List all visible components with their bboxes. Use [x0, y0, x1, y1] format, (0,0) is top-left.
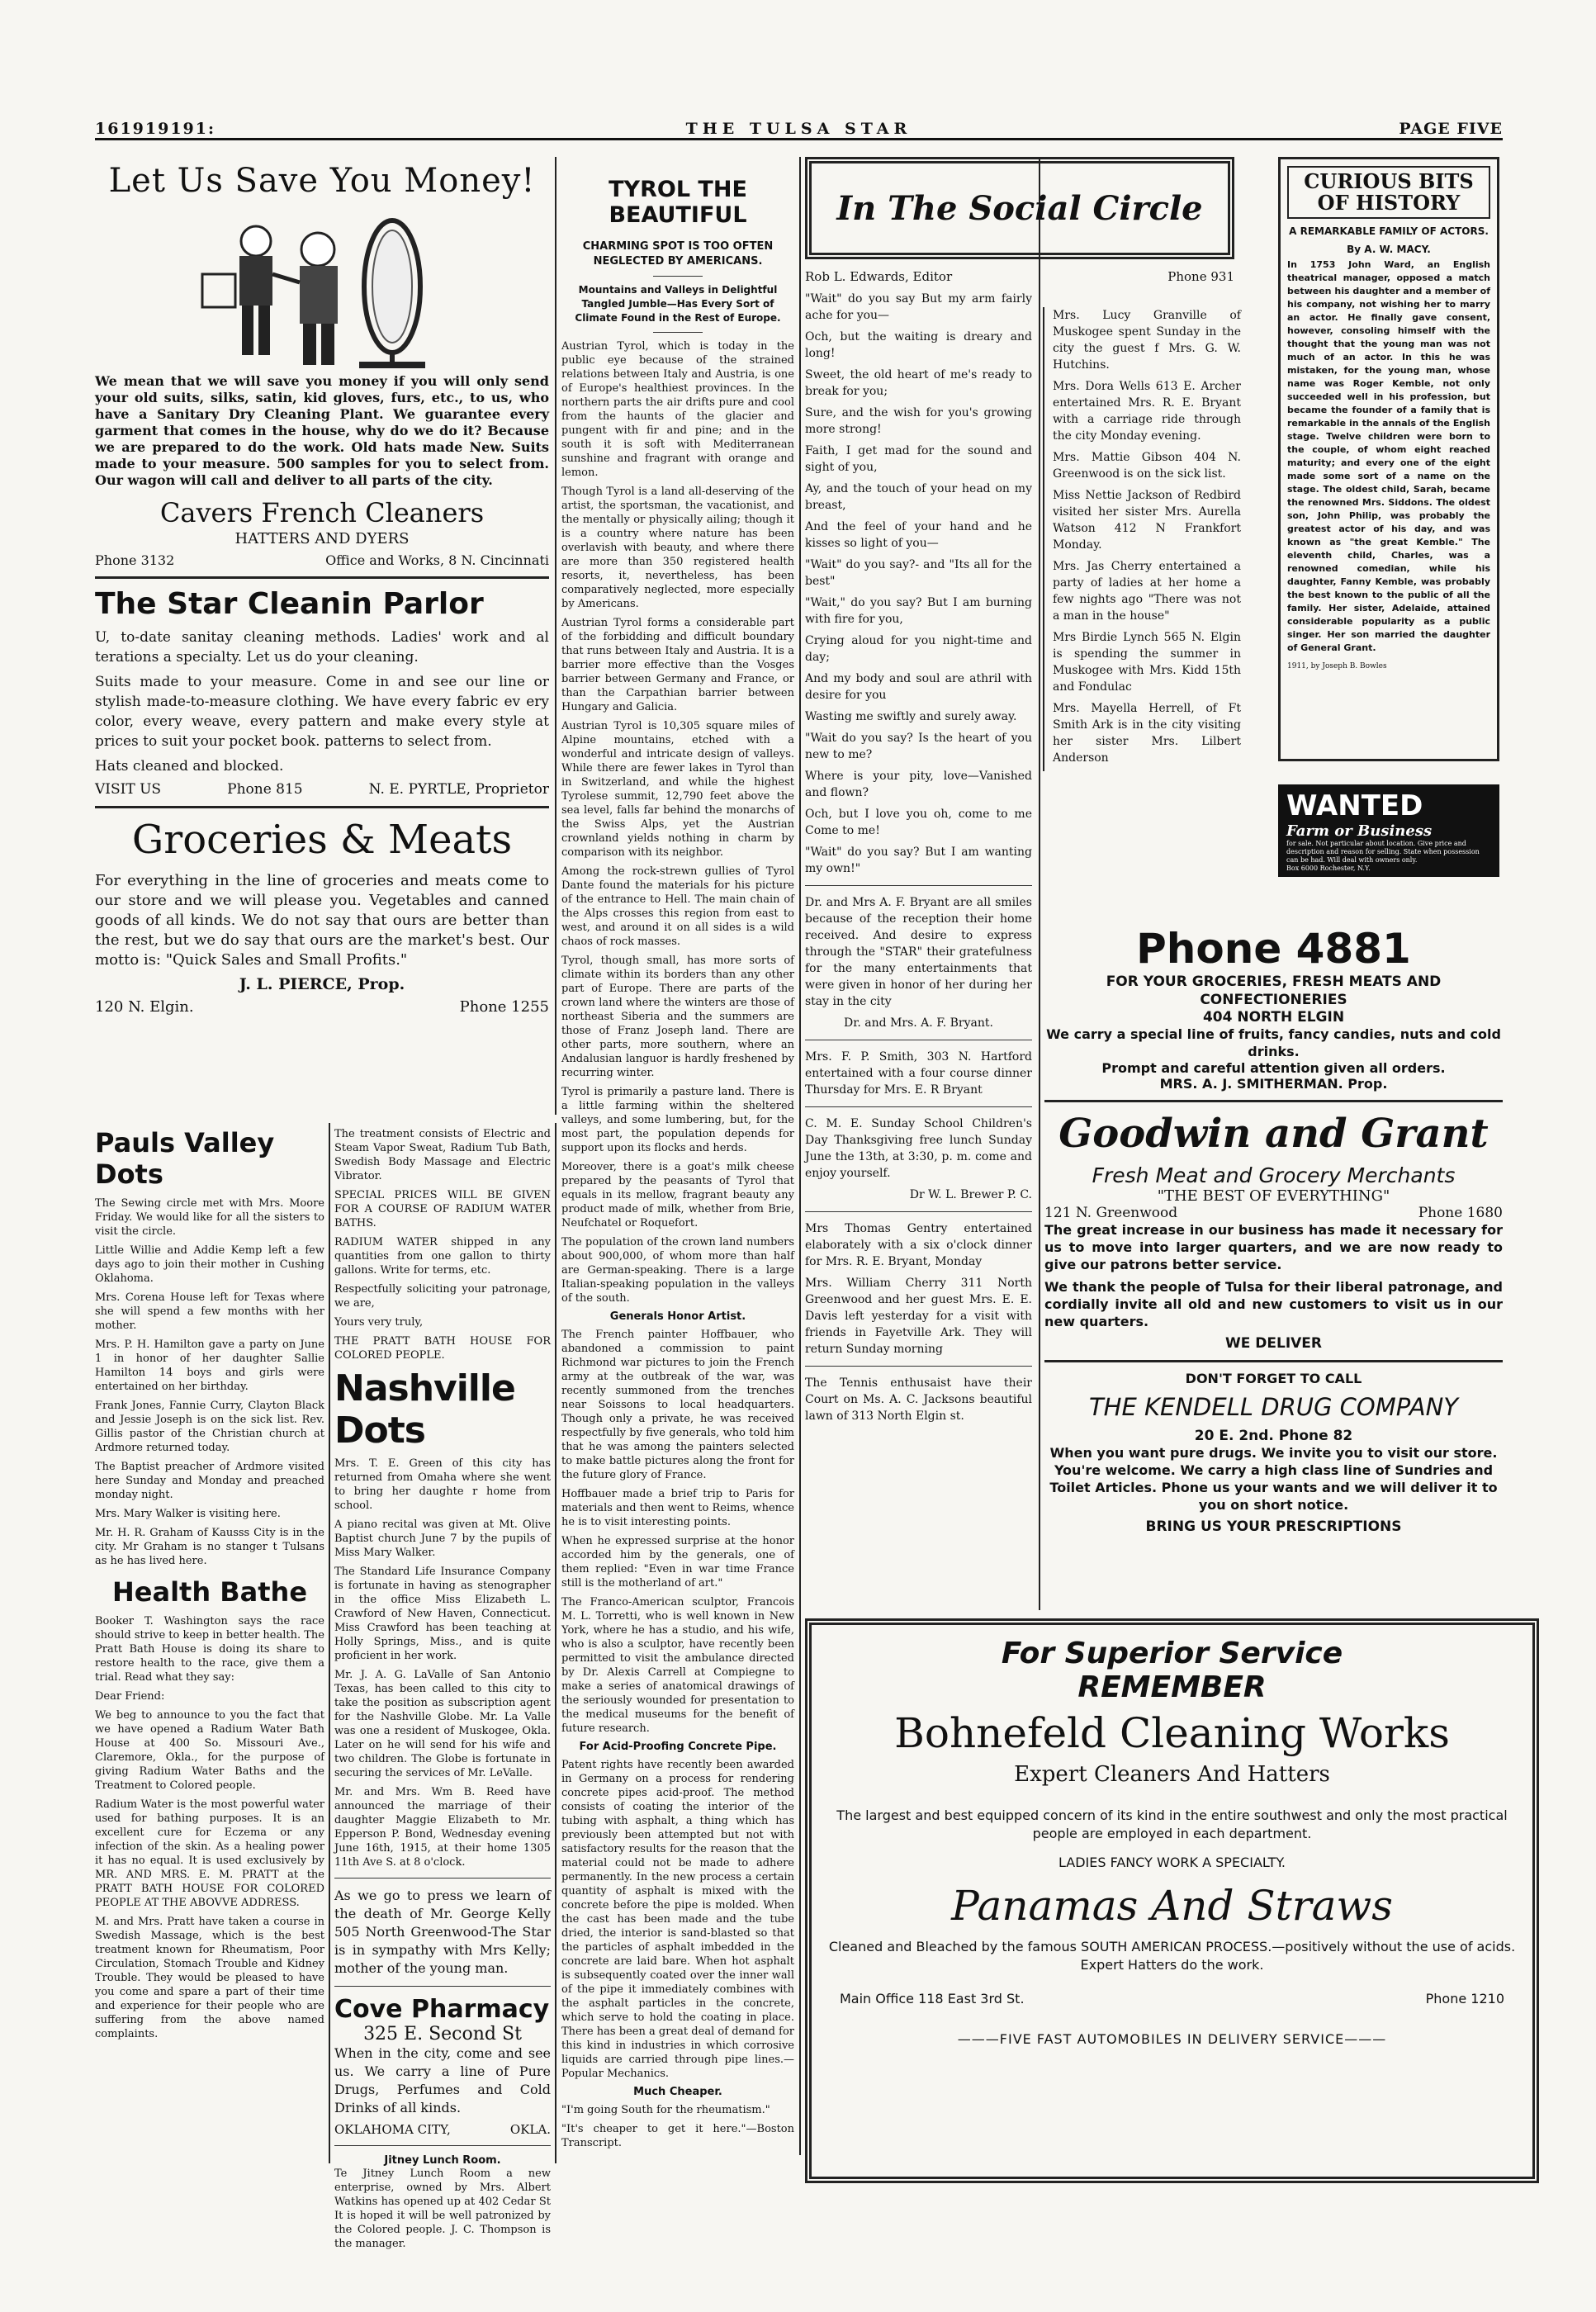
curious-body: In 1753 John Ward, an English theatrical manager, opposed a match between his daughter and a member of his company, not wishing her to marry an actor. He finally gave consent, however, consoling himself with the thought that the young man was not much of an actor. In this he was mistaken, for the young man, whose name was Roger Kemble, not only succeeded well in his profession, but became the founder of a family that is remarkable in the annals of the English stage. Twelve children were born to the couple, of whom eight reached maturity; and every one of the eight made some sort of a name on the stage. The oldest child, Sarah, became the renowned Mrs. Siddons. The oldest son, John Philip, was probably the greatest actor of his day, and was known as "the great Kemble." The eleventh child, Charles, was a renowned comedian, while his daughter, Fanny Kemble, was probably the best known to the public of all the family. Her sister, Adelaide, attained considerable popularity as a public singer. Her son married the daughter of General Grant.	[1287, 259, 1490, 653]
pratt-bath-paragraph: Yours very truly,	[334, 1316, 424, 1329]
pratt-bath-paragraph: The treatment consists of Electric and Steam Vapor Sweat, Radium Tub Bath, Swedish Body Massage and Electric Vibrator.	[334, 1128, 551, 1182]
wanted-addr: Box 6000 Rochester, N.Y.	[1286, 865, 1371, 872]
tyrol-paragraph: Austrian Tyrol, which is today in the public eye because of the strained relations between Italy and Austria, is one of Europe's healthiest provinces. In the northern parts the air drifts pure and cool from the haunts of the glacier and pungent with fir and pine; and in the south it is soft with Mediterranean sunshine and fragrant with orange and lemon.	[561, 340, 794, 479]
pauls-valley-item: Little Willie and Addie Kemp left a few days ago to join their mother in Cushing Oklahoma.	[95, 1244, 324, 1285]
kendell-headline: THE KENDELL DRUG COMPANY	[1088, 1393, 1459, 1421]
social-title: In The Social Circle	[836, 188, 1203, 228]
tyrol-paragraph: Tyrol, though small, has more sorts of climate within its borders than any other part of Europe. There are parts of the crown land where the winters are those of northeast Siberia and the summers are those of Franz Joseph land. There are other parts, more southern, where an Andalusian languor is hardly freshened by recurring winter.	[561, 955, 794, 1079]
pratt-bath-paragraph: SPECIAL PRICES WILL BE GIVEN FOR A COURSE OF RADIUM WATER BATHS.	[334, 1189, 551, 1229]
social-left	[805, 291, 1032, 1429]
pratt-bath-paragraph: THE PRATT BATH HOUSE FOR COLORED PEOPLE.	[334, 1335, 551, 1362]
masthead-left: 161919191:	[95, 120, 215, 138]
groceries-headline: Groceries & Meats	[131, 817, 513, 863]
bryant-sig: Dr. and Mrs. A. F. Bryant.	[844, 1016, 993, 1030]
honor-paragraph: The Franco-American sculptor, Francois M. L. Torretti, who is well known in New York, where he has a studio, and his wife, who is also a sculptor, have recently been permitted to visit the ambulance directed by Dr. Alexis Carrell at Compiegne to make a series of anatomical drawings of the seriously wounded for presentation to the medical museums for the benefit of future research.	[561, 1596, 794, 1735]
nashville-item: Mr. and Mrs. Wm B. Reed have announced the marriage of their daughter Maggie Elizabeth to Mr. Epperson P. Bond, Wednesday evening June 16th, 1915, at their home 1305 11th Ave S. at 8 o'clock.	[334, 1786, 551, 1869]
acid-headline: For Acid-Proofing Concrete Pipe.	[579, 1741, 777, 1753]
nashville-item: A piano recital was given at Mt. Olive Baptist church June 7 by the pupils of Miss Mary Walker.	[334, 1518, 551, 1559]
tyrol-paragraph: Austrian Tyrol is 10,305 square miles of Alpine mountains, etched with a wonderful and intricate design of valleys. While there are fewer lakes in Tyrol than in Switzerland, and while the highest Tyrolese summit, 12,790 feet above the sea level, falls far behind the monarchs of the Swiss Alps, yet the Austrian crownland yields nothing in charm by comparison with its neighbor.	[561, 720, 794, 859]
poem-line: Sure, and the wish for you's growing more strong!	[805, 406, 1032, 436]
star-body2: Suits made to your measure. Come in and see our line or stylish made-to-measure clothing. We have every fabric ev ery color, every weave, every pattern and make every style at prices to suit your pocket book. patterns to select from.	[95, 674, 549, 750]
poem-line: Crying aloud for you night-time and day;	[805, 634, 1032, 664]
honor-paragraph: Hoffbauer made a brief trip to Paris for materials and then went to Reims, whence he is to visit interesting points.	[561, 1488, 794, 1528]
bohnefeld-l2: REMEMBER	[1077, 1670, 1267, 1704]
bohnefeld-l1: For Superior Service	[1001, 1637, 1343, 1670]
goodwin-p2: We thank the people of Tulsa for their liberal patronage, and cordially invite all old and new customers to visit us in our new quarters.	[1044, 1279, 1503, 1329]
masthead-title: THE TULSA STAR	[685, 120, 912, 138]
curious-byline: By A. W. MACY.	[1347, 244, 1431, 255]
kendell-addr: 20 E. 2nd. Phone 82	[1194, 1428, 1353, 1444]
social-item: Mrs. Mattie Gibson 404 N. Greenwood is on the sick list.	[1053, 451, 1241, 481]
bohnefeld-footer-text: FIVE FAST AUTOMOBILES IN DELIVERY SERVICE	[999, 2031, 1345, 2047]
cheaper-line1: "I'm going South for the rheumatism."	[561, 2104, 770, 2116]
pauls-valley-item: Frank Jones, Fannie Curry, Clayton Black and Jessie Joseph is on the sick list. Rev. Gillis pastor of the Christian church at Ardmore returned today.	[95, 1400, 324, 1454]
health-bathe-paragraph: We beg to announce to you the fact that we have opened a Radium Water Bath House at 400 So. Missouri Ave., Claremore, Okla., for the purpose of giving Radium Water Baths and the Treatment to Colored people.	[95, 1709, 324, 1792]
wanted-sub: Farm or Business	[1286, 822, 1433, 840]
phone4881-headline: Phone 4881	[1136, 925, 1411, 973]
cavers-phone: Phone 3132	[95, 552, 175, 568]
social-editor: Rob L. Edwards, Editor	[805, 269, 953, 284]
poem-line: "Wait" do you say? But I am wanting my own!"	[805, 846, 1032, 875]
cavers-office: Office and Works, 8 N. Cincinnati	[325, 552, 549, 568]
gentry-note: Mrs Thomas Gentry entertained elaborately with a six o'clock dinner for Mrs. R. E. Bryant, Monday	[805, 1222, 1032, 1268]
poem-line: "Wait do you say? Is the heart of you new to me?	[805, 732, 1032, 761]
cme-sig: Dr W. L. Brewer P. C.	[909, 1188, 1032, 1201]
star-body1: U, to-date sanitay cleaning methods. Ladies' work and al terations a specialty. Let us do your cleaning.	[95, 629, 549, 666]
groceries-prop: J. L. PIERCE, Prop.	[239, 975, 405, 993]
cove-city: OKLAHOMA CITY,	[334, 2122, 451, 2137]
star-prop: N. E. PYRTLE, Proprietor	[368, 781, 549, 798]
goodwin-p1: The great increase in our business has made it necessary for us to move into larger quarters, and we are now ready to give our patrons better service.	[1044, 1222, 1503, 1272]
honor-headline: Generals Honor Artist.	[609, 1310, 746, 1323]
goodwin-headline: Goodwin and Grant	[1058, 1111, 1489, 1157]
column-rule	[799, 157, 801, 2155]
wanted-ad	[1278, 784, 1499, 872]
groceries-body: For everything in the line of groceries and meats come to our store and we will please you. Vegetables and canned goods of all kinds. We do not say that ours are better than the rest, but we do say that ours are the market's best. Our motto is: "Quick Sales and Small Profits."	[95, 872, 549, 969]
cove-body: When in the city, come and see us. We carry a line of Pure Drugs, Perfumes and Cold Drinks of all kinds.	[334, 2045, 551, 2115]
health-bathe-paragraph: Radium Water is the most powerful water used for bathing purposes. It is an excellent cure for Eczema or any infection of the skin. As a healing power it has no equal. It is used exclusively by MR. AND MRS. E. M. PRATT at the PRATT BATH HOUSE FOR COLORED PEOPLE AT THE ABOVVE ADDRESS.	[95, 1798, 324, 1909]
honor-paragraph: The French painter Hoffbauer, who abandoned a commission to paint Richmond war pictures to join the French army at the outbreak of the war, was recently summoned from the trenches near Soissons to local headquarters. Though only a private, he was received respectfully by five generals, who told him that he was among the painters selected to make battle pictures along the front for the future glory of France.	[561, 1329, 794, 1481]
phone4881-l4: Prompt and careful attention given all orders.	[1101, 1060, 1446, 1076]
goodwin-addr: 121 N. Greenwood	[1044, 1205, 1178, 1221]
pauls-valley-item: The Baptist preacher of Ardmore visited here Sunday and Monday and preached monday night.	[95, 1461, 324, 1501]
cavers-illustration	[95, 208, 549, 373]
poem-line: Och, but I love you oh, come to me Come to me!	[805, 808, 1032, 837]
social-item: Mrs. Dora Wells 613 E. Archer entertained Mrs. R. E. Bryant with a carriage ride through the city Monday evening.	[1053, 380, 1241, 443]
bohnefeld-body: The largest and best equipped concern of its kind in the entire southwest and only the most practical people are employed in each department.	[836, 1807, 1508, 1841]
groceries-ad	[95, 817, 549, 1016]
right-ads-column	[1044, 925, 1503, 1618]
star-phone: Phone 815	[227, 781, 303, 798]
honor-paragraph: When he expressed surprise at the honor accorded him by the generals, one of them replied: "Even in war time France still is the motherland of art."	[561, 1535, 794, 1590]
pauls-valley-item: The Sewing circle met with Mrs. Moore Friday. We would like for all the sisters to visit the circle.	[95, 1197, 324, 1238]
masthead	[95, 120, 1503, 140]
pauls-valley-item: Mr. H. R. Graham of Kausss City is in the city. Mr Graham is no stanger t Tulsans as he has lived here.	[95, 1527, 324, 1567]
pauls-valley-headline: Pauls Valley Dots	[95, 1127, 275, 1190]
nashville-item: The Standard Life Insurance Company is fortunate in having as stenographer in the office Miss Elizabeth L. Crawford of New Haven, Connecticut. Miss Crawford has been teaching at Holly Springs, Miss., and is quite proficient in her work.	[334, 1566, 551, 1662]
jitney-headline: Jitney Lunch Room.	[384, 2154, 501, 2167]
nashville-headline: Nashville Dots	[334, 1367, 515, 1452]
poem-line: "Wait," do you say? But I am burning with fire for you,	[805, 596, 1032, 626]
phone4881-ad	[1044, 925, 1503, 1092]
kendell-tag: BRING US YOUR PRESCRIPTIONS	[1145, 1518, 1402, 1535]
bohnefeld-footer: ———FIVE FAST AUTOMOBILES IN DELIVERY SERVICE———	[957, 2031, 1387, 2047]
page-number: PAGE FIVE	[1399, 120, 1503, 138]
star-visit: VISIT US	[95, 781, 162, 798]
cavers-headline: Let Us Save You Money!	[108, 162, 536, 200]
social-item: Mrs. Mayella Herrell, of Ft Smith Ark is in the city visiting her sister Mrs. Lilbert Anderson	[1053, 702, 1241, 765]
tyrol-paragraph: Austrian Tyrol forms a considerable part of the forbidding and difficult boundary that runs between Italy and Austria. It is a barrier more effective than the Vosges barrier between Germany and France, or than the Carpathian barrier between Hungary and Galicia.	[561, 617, 794, 713]
pauls-valley-item: Mrs. Mary Walker is visiting here.	[95, 1508, 281, 1520]
column-rule	[555, 157, 556, 1115]
tyrol-headline: TYROL THE BEAUTIFUL	[609, 177, 747, 228]
wanted-headline: WANTED	[1286, 789, 1423, 822]
tyrol-deck2: Mountains and Valleys in Delightful Tangled Jumble—Has Every Sort of Climate Found in the Rest of Europe.	[575, 284, 781, 324]
bryant-note: Dr. and Mrs A. F. Bryant are all smiles because of the reception their home received. And desire to express through the "STAR" their gratefulness for the many entertainments that were given in honor of her during her stay in the city	[805, 896, 1032, 1008]
health-bathe-paragraph: Dear Friend:	[95, 1690, 165, 1703]
bohnefeld-name: Bohnefeld Cleaning Works	[894, 1709, 1450, 1757]
poem-line: Ay, and the touch of your head on my breast,	[805, 482, 1032, 512]
bohnefeld-panamas: Panamas And Straws	[951, 1882, 1393, 1930]
goodwin-ad	[1044, 1111, 1503, 1352]
goodwin-deliver: WE DELIVER	[1224, 1335, 1323, 1352]
health-bathe-headline: Health Bathe	[111, 1576, 308, 1608]
cavers-sub: HATTERS AND DYERS	[234, 530, 410, 547]
mirror-illustration	[95, 208, 549, 373]
bohnefeld-ad	[805, 1618, 1539, 2183]
star-headline: The Star Cleanin Parlor	[95, 587, 484, 621]
bohnefeld-sub: Expert Cleaners And Hatters	[1014, 1762, 1330, 1787]
groceries-phone: Phone 1255	[459, 998, 549, 1016]
poem-line: And the feel of your hand and he kisses so light of you—	[805, 520, 1032, 550]
nashville-item: Mr. J. A. G. LaValle of San Antonio Texas, has been called to this city to take the position as subscription agent for the Nashville Globe. Mr. La Valle was one a resident of Muskogee, Okla. Later on he will send for his wife and two children. The Globe is fortunate in securing the services of Mr. LeValle.	[334, 1669, 551, 1779]
tyrol-paragraph: The population of the crown land numbers about 900,000, of whom more than half are German-speaking. There is a large Italian-speaking population in the valleys of the south.	[561, 1236, 794, 1305]
star-body3: Hats cleaned and blocked.	[95, 758, 284, 775]
column-rule	[329, 1123, 330, 2163]
poem-line: Faith, I get mad for the sound and sight of you,	[805, 444, 1032, 474]
kelly-notice: As we go to press we learn of the death of Mr. George Kelly 505 North Greenwood-The Star is in sympathy with Mrs Kelly; mother of the young man.	[334, 1888, 551, 1976]
pratt-bath-paragraph: Respectfully soliciting your patronage, we are,	[334, 1283, 551, 1310]
curious-footer: 1911, by Joseph B. Bowles	[1287, 662, 1387, 670]
cove-state: OKLA.	[509, 2122, 551, 2137]
poem-line: Och, but the waiting is dreary and long!	[805, 330, 1032, 360]
goodwin-sub: Fresh Meat and Grocery Merchants	[1092, 1163, 1456, 1187]
pauls-valley-item: Mrs. Corena House left for Texas where she will spend a few months with her mother.	[95, 1291, 324, 1332]
social-item: Mrs Birdie Lynch 565 N. Elgin is spending the summer in Muskogee with Mrs. Kidd 15th and Fondulac	[1053, 631, 1241, 694]
tyrol-paragraph: Tyrol is primarily a pasture land. There is a little farming within the sheltered valleys, and some lumbering, but, for the most part, the population depends for support upon its flocks and herds.	[561, 1086, 794, 1154]
cavers-ad	[95, 162, 549, 568]
cavers-name: Cavers French Cleaners	[159, 497, 485, 528]
social-item: Mrs. Jas Cherry entertained a party of ladies at her home a few nights ago "There was not a man in the house"	[1053, 560, 1241, 623]
bohnefeld-clean: Cleaned and Bleached by the famous SOUTH AMERICAN PROCESS.—positively without the use of acids. Expert Hatters do the work.	[828, 1939, 1516, 1973]
bohnefeld-phone: Phone 1210	[1425, 1991, 1504, 2006]
poem-line: "Wait" do you say But my arm fairly ache for you—	[805, 292, 1032, 322]
curious-box	[1278, 157, 1499, 761]
pauls-valley-column	[95, 1127, 324, 2159]
health-bathe-paragraph: Booker T. Washington says the race should strive to keep in better health. The Pratt Bath House is doing its share to restore health to the race, give them a trial. Read what they say:	[95, 1615, 324, 1684]
social-item: Mrs. Lucy Granville of Muskogee spent Sunday in the city the guest f Mrs. G. W. Hutchins.	[1053, 309, 1241, 372]
phone4881-l3: We carry a special line of fruits, fancy candies, nuts and cold drinks.	[1046, 1026, 1501, 1059]
goodwin-phone: Phone 1680	[1418, 1205, 1503, 1221]
smith-note: Mrs. F. P. Smith, 303 N. Hartford entertained with a four course dinner Thursday for Mrs. E. R Bryant	[805, 1050, 1032, 1097]
poem-line: Where is your pity, love—Vanished and flown?	[805, 770, 1032, 799]
nashville-item: Mrs. T. E. Green of this city has returned from Omaha where she went to bring her daughte r home from school.	[334, 1457, 551, 1512]
cavers-body: We mean that we will save you money if you will only send your old suits, silks, satin, kid gloves, furs, etc., to us, who have a Sanitary Dry Cleaning Plant. We guarantee every garment that comes in the house, why do we do it? Because we are prepared to do the work. Old hats made New. Suits made to your measure. 500 samples for you to select from. Our wagon will call and deliver to all parts of the city.	[95, 373, 549, 488]
cme-note: C. M. E. Sunday School Children's Day Thanksgiving free lunch Sunday June the 13th, at 3:30, p. m. come and enjoy yourself.	[805, 1117, 1032, 1180]
poem-line: And my body and soul are athril with desire for you	[805, 672, 1032, 702]
social-item: Miss Nettie Jackson of Redbird visited her sister Mrs. Aurella Watson 412 N Frankfort Monday.	[1053, 489, 1241, 552]
nashville-column	[334, 1127, 551, 2250]
tyrol-paragraph: Though Tyrol is a land all-deserving of the artist, the sportsman, the vacationist, and the mentally or physically ailing; though it is a country where nature has been overlavish with beauty, and where there are more than 350 registered health resorts, it, nevertheless, has been comparatively neglected, more especially by Americans.	[561, 486, 794, 610]
poem-line: Sweet, the old heart of me's ready to break for you;	[805, 368, 1032, 398]
phone4881-l1: FOR YOUR GROCERIES, FRESH MEATS AND CONFECTIONERIES	[1106, 974, 1442, 1008]
cherry-note: Mrs. William Cherry 311 North Greenwood and her guest Mrs. E. E. Davis left yesterday for a visit with friends in Fayetville Ark. They will return Sunday morning	[805, 1277, 1032, 1356]
cheaper-headline: Much Cheaper.	[633, 2086, 722, 2098]
bohnefeld-office: Main Office 118 East 3rd St.	[840, 1991, 1025, 2006]
goodwin-motto: "THE BEST OF EVERYTHING"	[1157, 1187, 1390, 1205]
jitney-body: Te Jitney Lunch Room a new enterprise, owned by Mrs. Albert Watkins has opened up at 402 Cedar St It is hoped it will be well patronized by the Colored people. J. C. Thompson is the manager.	[334, 2168, 551, 2250]
kendell-ad	[1044, 1371, 1503, 1535]
pauls-valley-item: Mrs. P. H. Hamilton gave a party on June 1 in honor of her daughter Sallie Hamilton 14 boys and girls were entertained on her birthday.	[95, 1338, 324, 1393]
kendell-pre: DON'T FORGET TO CALL	[1185, 1371, 1362, 1386]
poem-line: Wasting me swiftly and surely away.	[805, 710, 1017, 723]
kendell-body: When you want pure drugs. We invite you to visit our store. You're welcome. We carry a high class line of Sundries and Toilet Articles. Phone us your wants and we will deliver it to you on short notice.	[1049, 1445, 1498, 1513]
wanted-small: for sale. Not particular about location. Give price and description and reason for selling. State when possession can be had. Will deal with owners only.	[1286, 840, 1480, 864]
tyrol-paragraph: Among the rock-strewn gullies of Tyrol Dante found the materials for his picture of the entrance to Hell. The main chain of the Alps crosses this region from east to west, and around it on all sides is a wild chaos of rock masses.	[561, 865, 794, 948]
tyrol-column	[561, 157, 794, 2155]
left-ads-column	[95, 157, 549, 1123]
cove-headline: Cove Pharmacy	[334, 1995, 550, 2024]
tennis-note: The Tennis enthusaist have their Court on Ms. A. C. Jacksons beautiful lawn of 313 North Elgin st.	[805, 1376, 1032, 1423]
groceries-addr: 120 N. Elgin.	[95, 998, 194, 1016]
health-bathe-paragraph: M. and Mrs. Pratt have taken a course in Swedish Massage, which is the best treatment known for Rheumatism, Poor Circulation, Stomach Trouble and Kidney Trouble. They would be pleased to have you come and spare a part of their time and experience for their people who are suffering from the above named complaints.	[95, 1916, 324, 2040]
cheaper-line2: "It's cheaper to get it here."—Boston Transcript.	[561, 2123, 794, 2149]
acid-body: Patent rights have recently been awarded in Germany on a process for rendering concrete pipes acid-proof. The method consists of coating the interior of the tubing with asphalt, a thing which has previously been attempted but not with satisfactory results for the reason that the material could not be made to adhere permanently. In the new process a certain quantity of asphalt is mixed with the concrete before the pipe is molded. When the cast has been made and the tube dried, the interior is sand-blasted so that the particles of asphalt imbedded in the concrete are laid bare. When hot asphalt is subsequently coated over the inner wall of the pipe it immediately combines with the asphalt particles in the concrete, which serve to hold the coating in place. There has been a great deal of demand for this kind in industries in which corrosive liquids are carried through pipe lines.—Popular Mechanics.	[561, 1759, 794, 2080]
cove-addr: 325 E. Second St	[363, 2024, 522, 2044]
social-right	[1043, 307, 1241, 771]
social-phone: Phone 931	[1167, 269, 1234, 284]
column-rule	[555, 1123, 556, 2163]
bohnefeld-ladies: LADIES FANCY WORK A SPECIALTY.	[1058, 1855, 1286, 1870]
curious-deck: A REMARKABLE FAMILY OF ACTORS.	[1289, 225, 1489, 237]
phone4881-l5: MRS. A. J. SMITHERMAN. Prop.	[1159, 1076, 1388, 1092]
star-cleanin-ad	[95, 587, 549, 798]
social-banner	[805, 157, 1234, 259]
tyrol-paragraph: Moreover, there is a goat's milk cheese prepared by the peasants of Tyrol that equals in its mellow, fragrant beauty any product made of milk, whether from Brie, Neufchatel or Roquefort.	[561, 1161, 794, 1229]
curious-title: CURIOUS BITS OF HISTORY	[1287, 166, 1490, 219]
poem-line: "Wait" do you say?- and "Its all for the best"	[805, 558, 1032, 588]
tyrol-deck1: CHARMING SPOT IS TOO OFTEN NEGLECTED BY AMERICANS.	[582, 240, 774, 268]
pratt-bath-paragraph: RADIUM WATER shipped in any quantities from one gallon to thirty gallons. Write for terms, etc.	[334, 1236, 551, 1277]
phone4881-l2: 404 NORTH ELGIN	[1202, 1009, 1345, 1026]
curious-column	[1278, 157, 1499, 768]
